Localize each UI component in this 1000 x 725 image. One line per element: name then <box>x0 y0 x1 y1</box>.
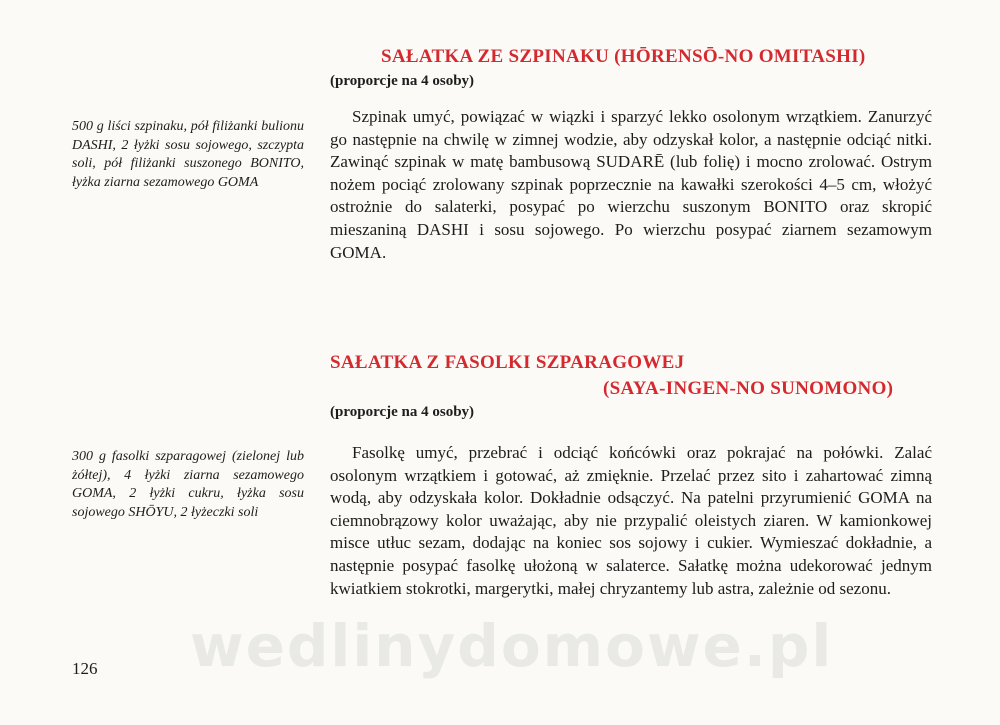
recipe-2-portion: (proporcje na 4 osoby) <box>330 404 475 420</box>
recipe-2-title-line2: (SAYA-INGEN-NO SUNOMONO) <box>603 378 894 399</box>
recipe-2-instructions: Fasolkę umyć, przebrać i odciąć końcówki oraz pokrajać na połówki. Zalać osolonym wrzątkiem i gotować, aż zmięknie. Przelać przez sito i zahartować zimną wodą, aby odzyskała kolor. Dokładnie odsączyć. Na patelni przyrumienić GOMA na ciemnobrązowy kolor uważając, aby nie przypalić oleistych ziaren. W kamionkowej misce utłuc sezam, dodając na koniec sos sojowy i cukier. Wymieszać dokładnie, a następnie posypać fasolkę ułożoną w salaterce. Sałatkę można udekorować jednym kwiatkiem stokrotki, margerytki, małej chryzantemy lub astra, zależnie od sezonu. <box>330 443 932 598</box>
recipe-2-title-line1: SAŁATKA Z FASOLKI SZPARAGOWEJ <box>330 352 685 373</box>
recipe-1-portion: (proporcje na 4 osoby) <box>330 73 475 89</box>
recipe-1-ingredients: 500 g liści szpinaku, pół filiżanki bulionu DASHI, 2 łyżki sosu sojowego, szczypta soli, pół filiżanki suszonego BONITO, łyżka ziarna sezamowego GOMA <box>72 119 304 190</box>
page-number: 126 <box>72 659 98 678</box>
recipe-2-ingredients: 300 g fasolki szparagowej (zielonej lub żółtej), 4 łyżki ziarna sezamowego GOMA, 2 łyżki cukru, łyżka sosu sojowego SHŌYU, 2 łyżeczki soli <box>72 449 304 520</box>
recipe-1-instructions: Szpinak umyć, powiązać w wiązki i sparzyć lekko osolonym wrzątkiem. Zanurzyć go następnie na chwilę w zimnej wodzie, aby odzyskał kolor, a następnie odciąć nitki. Zawinąć szpinak w matę bambusową SUDARĒ (lub folię) i mocno zrolować. Ostrym nożem pociąć zrolowany szpinak poprzecznie na kawałki szerokości 4–5 cm, włożyć ostrożnie do salaterki, posypać po wierzchu suszonym BONITO oraz skropić mieszaniną DASHI i sosu sojowego. Po wierzchu posypać ziarnem sezamowym GOMA. <box>330 107 932 262</box>
recipe-1-title: SAŁATKA ZE SZPINAKU (HŌRENSŌ-NO OMITASHI) <box>381 46 866 67</box>
watermark: wedlinydomowe.pl <box>190 612 834 680</box>
